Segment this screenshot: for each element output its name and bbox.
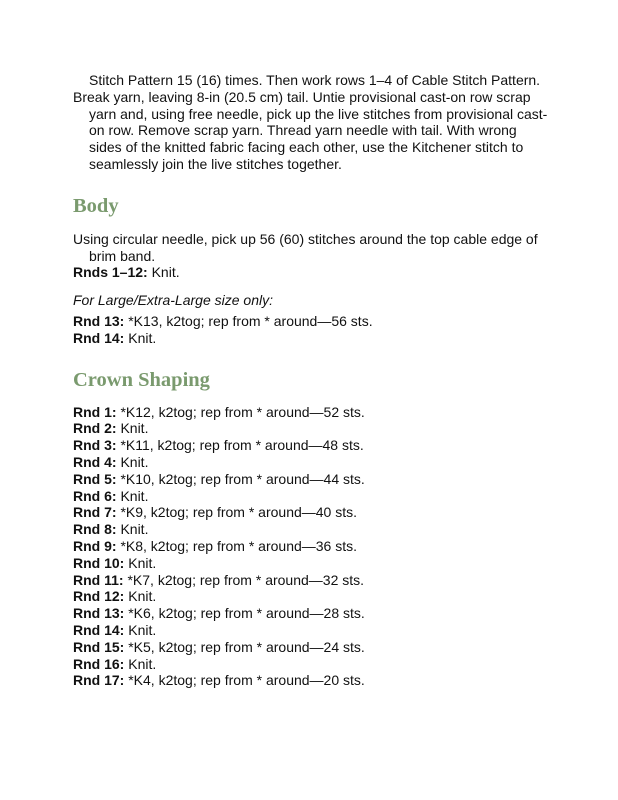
crown-rnd-label: Rnd 9:: [73, 537, 117, 554]
crown-rnd-line: [73, 656, 553, 673]
crown-rnd-text: Knit.: [116, 420, 149, 437]
crown-rnd-text: Knit.: [124, 588, 157, 605]
crown-rnd-line: [73, 622, 553, 639]
rnds-1-12-label: Rnds 1–12:: [73, 264, 148, 281]
crown-rnd-label: Rnd 2:: [73, 420, 117, 437]
crown-rnd-line: [73, 538, 553, 555]
crown-rnd-label: Rnd 1:: [73, 403, 117, 420]
crown-rnd-line: [73, 504, 553, 521]
crown-rnd-line: [73, 639, 553, 656]
body-rnd-14-label: Rnd 14:: [73, 329, 125, 346]
crown-rnd-text: *K10, k2tog; rep from * around—44 sts.: [116, 470, 365, 487]
crown-rnd-text: Knit.: [124, 554, 157, 571]
intro-paragraph: Break yarn, leaving 8-in (20.5 cm) tail. Untie provisional cast-on row scrap yarn and, using free needle, pick up the live stitches from provisional cast-on row. Remove scrap yarn. Thread yarn needle with tail. With wrong sides of the knitted fabric facing each other, use the Kitchener stitch to seamlessly join the live stitches together.: [73, 88, 548, 172]
body-rnd-13-line: [73, 313, 553, 330]
crown-rnd-text: Knit.: [124, 655, 157, 672]
crown-rnd-label: Rnd 15:: [73, 638, 125, 655]
body-rnd-13-text: *K13, k2tog; rep from * around—56 sts.: [124, 312, 373, 329]
crown-rnd-line: [73, 454, 553, 471]
crown-rnd-line: [73, 471, 553, 488]
crown-rnd-text: Knit.: [116, 487, 149, 504]
crown-rnd-line: [73, 555, 553, 572]
body-rnd-13-label: Rnd 13:: [73, 312, 125, 329]
crown-rnd-label: Rnd 11:: [73, 571, 124, 588]
body-rnd-14-text: Knit.: [124, 329, 157, 346]
crown-rnd-line: [73, 672, 553, 689]
crown-rnd-text: *K7, k2tog; rep from * around—32 sts.: [123, 571, 365, 588]
crown-rnd-text: *K8, k2tog; rep from * around—36 sts.: [116, 537, 358, 554]
crown-rnd-text: *K6, k2tog; rep from * around—28 sts.: [124, 605, 365, 622]
crown-rnd-text: *K12, k2tog; rep from * around—52 sts.: [116, 403, 365, 420]
crown-rnd-label: Rnd 16:: [73, 655, 125, 672]
crown-rnd-label: Rnd 5:: [73, 470, 117, 487]
crown-rnd-line: [73, 437, 553, 454]
document-page: [73, 72, 553, 689]
crown-rnd-line: [73, 404, 553, 421]
crown-rnd-line: [73, 588, 553, 605]
size-note: For Large/Extra-Large size only:: [73, 292, 273, 309]
crown-rnd-line: [73, 605, 553, 622]
crown-heading: Crown Shaping: [73, 368, 210, 391]
crown-rnd-label: Rnd 7:: [73, 504, 117, 521]
crown-rnd-text: Knit.: [116, 521, 149, 538]
crown-rnd-text: Knit.: [116, 453, 149, 470]
body-rnd-14-line: [73, 330, 553, 347]
rnds-1-12-text: Knit.: [147, 264, 180, 281]
crown-rnd-label: Rnd 6:: [73, 487, 117, 504]
crown-rnd-text: *K9, k2tog; rep from * around—40 sts.: [116, 504, 358, 521]
crown-rnd-text: Knit.: [124, 621, 157, 638]
crown-rnd-label: Rnd 14:: [73, 621, 125, 638]
rnds-1-12-line: [73, 264, 553, 281]
crown-rnd-line: [73, 572, 553, 589]
crown-rnd-text: *K4, k2tog; rep from * around—20 sts.: [124, 672, 365, 689]
crown-rnd-line: [73, 420, 553, 437]
body-paragraph: Using circular needle, pick up 56 (60) stitches around the top cable edge of brim band.: [73, 230, 538, 264]
body-heading: Body: [73, 194, 119, 217]
crown-rnd-label: Rnd 3:: [73, 437, 117, 454]
crown-rnd-label: Rnd 8:: [73, 521, 117, 538]
crown-rnd-label: Rnd 12:: [73, 588, 125, 605]
crown-rnd-label: Rnd 4:: [73, 453, 117, 470]
crown-rnd-label: Rnd 13:: [73, 605, 125, 622]
crown-rnd-line: [73, 488, 553, 505]
crown-rnd-text: *K11, k2tog; rep from * around—48 sts.: [116, 437, 364, 454]
crown-rnd-label: Rnd 17:: [73, 672, 125, 689]
intro-continuation: Stitch Pattern 15 (16) times. Then work rows 1–4 of Cable Stitch Pattern.: [89, 72, 541, 88]
crown-rnd-line: [73, 521, 553, 538]
crown-rnd-label: Rnd 10:: [73, 554, 125, 571]
crown-rnd-text: *K5, k2tog; rep from * around—24 sts.: [124, 638, 365, 655]
crown-rounds-list: [73, 404, 553, 690]
